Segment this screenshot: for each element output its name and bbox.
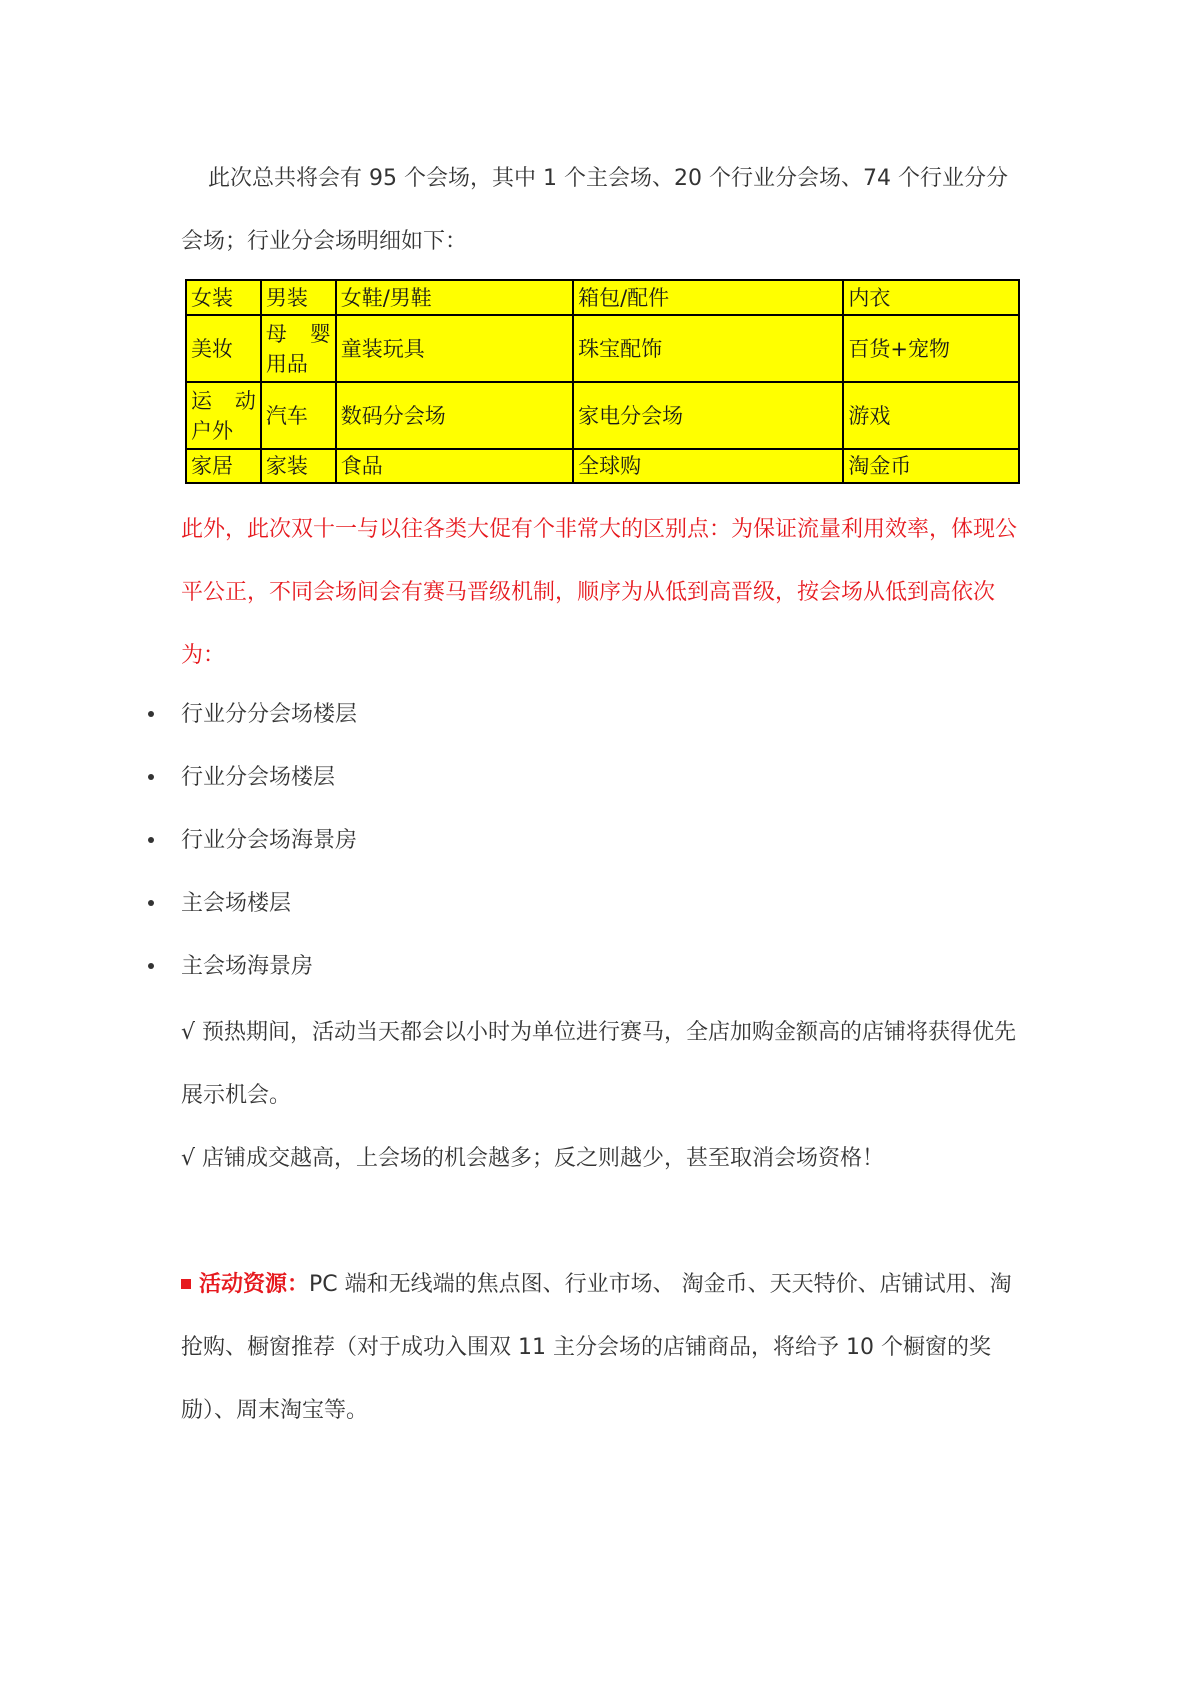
table-cell: 游戏	[843, 382, 1019, 449]
table-cell: 女装	[186, 280, 261, 315]
table-cell: 家装	[261, 449, 336, 483]
bullet-dot-icon	[148, 837, 154, 843]
cell-line: 运 动	[191, 388, 256, 413]
check-note-preheat: √ 预热期间，活动当天都会以小时为单位进行赛马，全店加购金额高的店铺将获得优先展示机会。	[181, 1020, 1017, 1108]
bullet-dot-icon	[148, 963, 154, 969]
cell-line: 母 婴	[265, 321, 331, 346]
resources-text: PC 端和无线端的焦点图、行业市场、 淘金币、天天特价、店铺试用、淘抢购、橱窗推荐（对于成功入围双 11 主分会场的店铺商品，将给予 10 个橱窗的奖励）、周末淘宝等。	[181, 1272, 1012, 1423]
list-item-label: 行业分会场楼层	[181, 765, 336, 790]
table-cell: 内衣	[843, 280, 1019, 315]
resources-label: 活动资源：	[199, 1272, 310, 1297]
table-cell: 童装玩具	[336, 315, 573, 382]
check-note-sales: √ 店铺成交越高，上会场的机会越多；反之则越少，甚至取消会场资格！	[181, 1146, 885, 1171]
bullet-dot-icon	[148, 900, 154, 906]
table-cell: 全球购	[573, 449, 843, 483]
table-cell-two-line	[261, 315, 336, 382]
intro-paragraph: 此次总共将会有 95 个会场，其中 1 个主会场、20 个行业分会场、74 个行业分分会场；行业分会场明细如下：	[181, 166, 1008, 254]
venue-table	[185, 279, 1020, 484]
list-item-label: 主会场楼层	[181, 891, 292, 916]
list-item-label: 行业分会场海景房	[181, 828, 358, 853]
bullet-dot-icon	[148, 711, 154, 717]
red-square-icon	[181, 1279, 191, 1289]
table-cell: 汽车	[261, 382, 336, 449]
table-cell-two-line	[186, 382, 261, 449]
list-item-label: 主会场海景房	[181, 954, 314, 979]
list-item	[181, 809, 1023, 872]
table-cell: 美妆	[186, 315, 261, 382]
list-item-label: 行业分分会场楼层	[181, 702, 358, 727]
table-row	[186, 382, 1019, 449]
table-row	[186, 280, 1019, 315]
list-item	[181, 935, 1023, 998]
list-item	[181, 872, 1023, 935]
cell-line: 户外	[191, 418, 233, 443]
list-item	[181, 683, 1023, 746]
table-cell: 男装	[261, 280, 336, 315]
resources-paragraph	[181, 1253, 1023, 1442]
table-row	[186, 449, 1019, 483]
table-cell: 女鞋/男鞋	[336, 280, 573, 315]
table-cell: 箱包/配件	[573, 280, 843, 315]
cell-line: 用品	[265, 351, 308, 376]
table-cell: 淘金币	[843, 449, 1019, 483]
venue-level-list	[181, 683, 1023, 998]
table-cell: 食品	[336, 449, 573, 483]
list-item	[181, 746, 1023, 809]
table-cell: 数码分会场	[336, 382, 573, 449]
table-cell: 家居	[186, 449, 261, 483]
table-cell: 家电分会场	[573, 382, 843, 449]
table-cell: 珠宝配饰	[573, 315, 843, 382]
promo-mechanism-paragraph: 此外，此次双十一与以往各类大促有个非常大的区别点：为保证流量利用效率，体现公平公正，不同会场间会有赛马晋级机制，顺序为从低到高晋级，按会场从低到高依次为：	[181, 517, 1018, 668]
table-cell: 百货+宠物	[843, 315, 1019, 382]
bullet-dot-icon	[148, 774, 154, 780]
table-row	[186, 315, 1019, 382]
